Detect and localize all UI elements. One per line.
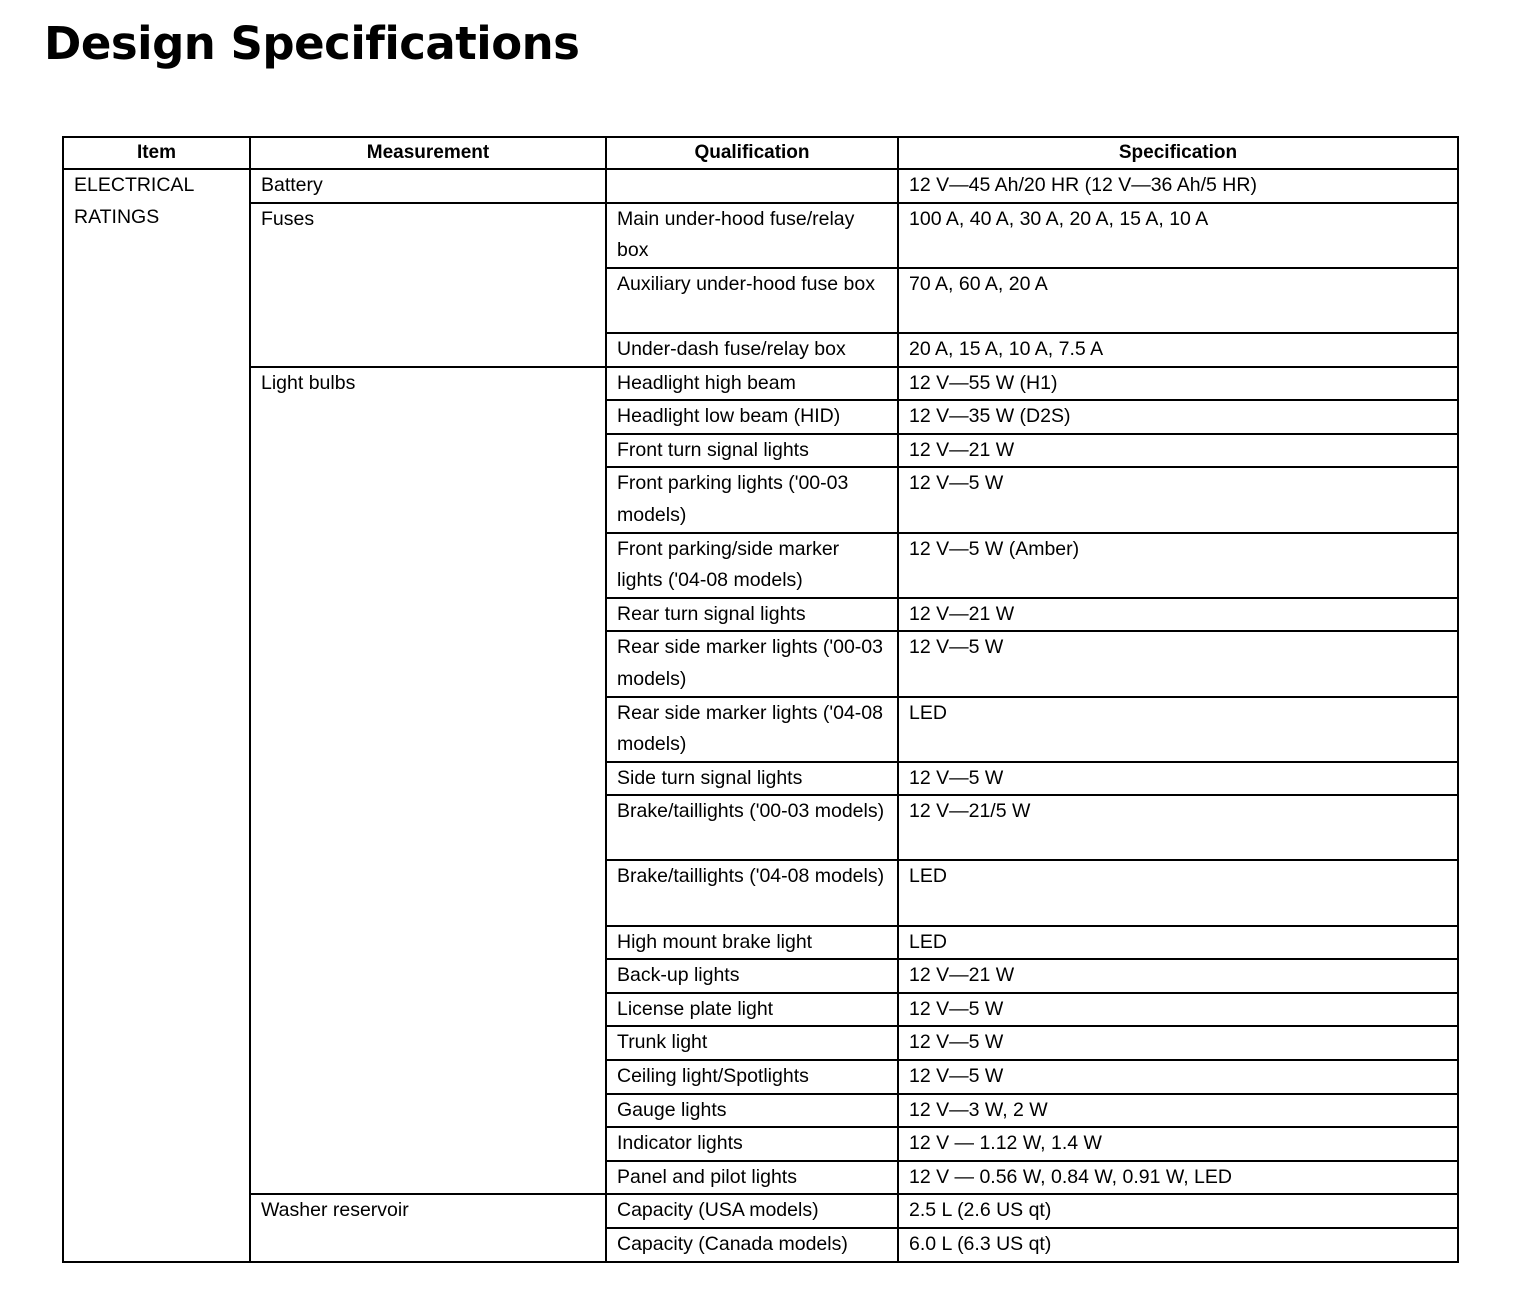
header-specification: Specification [898,137,1458,169]
qualification-cell: Brake/taillights ('00-03 models) [606,795,898,860]
qualification-cell: Headlight high beam [606,367,898,401]
qualification-cell: Capacity (USA models) [606,1194,898,1228]
qualification-cell: Brake/taillights ('04-08 models) [606,860,898,925]
specification-cell: 12 V—35 W (D2S) [898,400,1458,434]
header-measurement: Measurement [250,137,606,169]
measurement-cell: Fuses [250,203,606,367]
qualification-cell: Front parking lights ('00-03 models) [606,467,898,532]
specification-cell: 20 A, 15 A, 10 A, 7.5 A [898,333,1458,367]
specification-cell: 12 V—5 W [898,631,1458,696]
header-item: Item [63,137,250,169]
specification-cell: 6.0 L (6.3 US qt) [898,1228,1458,1262]
table-row [63,169,1458,203]
measurement-cell: Battery [250,169,606,203]
qualification-cell: Ceiling light/Spotlights [606,1060,898,1094]
specification-cell: LED [898,697,1458,762]
qualification-cell: Rear turn signal lights [606,598,898,632]
qualification-cell: License plate light [606,993,898,1027]
qualification-cell: Trunk light [606,1026,898,1060]
specification-cell: 12 V—55 W (H1) [898,367,1458,401]
qualification-cell: Indicator lights [606,1127,898,1161]
specification-cell: 12 V—3 W, 2 W [898,1094,1458,1128]
qualification-cell: Front parking/side marker lights ('04-08 models) [606,533,898,598]
qualification-cell: Back-up lights [606,959,898,993]
qualification-cell: Gauge lights [606,1094,898,1128]
table-row [63,203,1458,268]
specification-cell: 12 V—21 W [898,434,1458,468]
specification-cell: 12 V—5 W (Amber) [898,533,1458,598]
specification-cell: 12 V—21 W [898,598,1458,632]
qualification-cell: Under-dash fuse/relay box [606,333,898,367]
table-row [63,367,1458,401]
qualification-cell: Main under-hood fuse/relay box [606,203,898,268]
specification-cell: 12 V—5 W [898,993,1458,1027]
qualification-cell: Headlight low beam (HID) [606,400,898,434]
qualification-cell: Capacity (Canada models) [606,1228,898,1262]
specification-cell: 2.5 L (2.6 US qt) [898,1194,1458,1228]
page-title: Design Specifications [44,17,580,70]
specification-cell: 12 V—5 W [898,762,1458,796]
qualification-cell: Panel and pilot lights [606,1161,898,1195]
measurement-cell: Light bulbs [250,367,606,1195]
item-cell: ELECTRICAL RATINGS [63,169,250,1262]
qualification-cell: Front turn signal lights [606,434,898,468]
header-qualification: Qualification [606,137,898,169]
header-row [63,137,1458,169]
specification-cell: 70 A, 60 A, 20 A [898,268,1458,333]
specification-cell: 12 V—5 W [898,467,1458,532]
qualification-cell: Rear side marker lights ('04-08 models) [606,697,898,762]
specification-cell: 12 V — 0.56 W, 0.84 W, 0.91 W, LED [898,1161,1458,1195]
qualification-cell: Rear side marker lights ('00-03 models) [606,631,898,696]
qualification-cell: Side turn signal lights [606,762,898,796]
measurement-cell: Washer reservoir [250,1194,606,1261]
qualification-cell [606,169,898,203]
specification-cell: 12 V—21/5 W [898,795,1458,860]
specification-cell: 12 V — 1.12 W, 1.4 W [898,1127,1458,1161]
specifications-table [62,136,1459,1263]
specification-cell: LED [898,926,1458,960]
specification-cell: LED [898,860,1458,925]
qualification-cell: High mount brake light [606,926,898,960]
specification-cell: 12 V—5 W [898,1026,1458,1060]
specification-cell: 100 A, 40 A, 30 A, 20 A, 15 A, 10 A [898,203,1458,268]
specification-cell: 12 V—45 Ah/20 HR (12 V—36 Ah/5 HR) [898,169,1458,203]
table-row [63,1194,1458,1228]
specification-cell: 12 V—5 W [898,1060,1458,1094]
specification-cell: 12 V—21 W [898,959,1458,993]
qualification-cell: Auxiliary under-hood fuse box [606,268,898,333]
